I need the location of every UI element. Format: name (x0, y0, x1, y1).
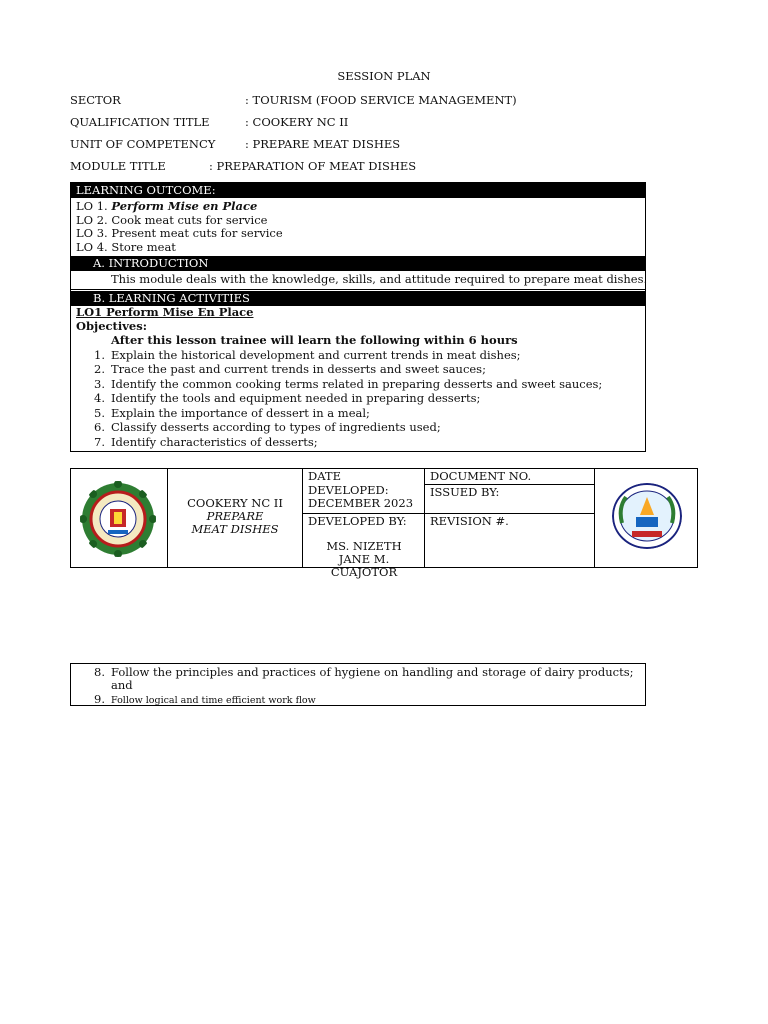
objective-item (71, 692, 645, 706)
learning-activities-header: B. LEARNING ACTIVITIES (71, 291, 645, 306)
introduction-text: This module deals with the knowledge, skills, and attitude required to prepare meat dishes. (71, 271, 645, 290)
objective-text: Trace the past and current trends in desserts and sweet sauces; (111, 362, 486, 376)
meta-value: : PREPARE MEAT DISHES (245, 137, 401, 151)
lo-number: LO 1. (76, 199, 108, 213)
objective-number: 1. (94, 347, 105, 362)
meta-value: : TOURISM (FOOD SERVICE MANAGEMENT) (245, 93, 517, 107)
lo-number: LO 4. (76, 239, 108, 254)
meta-key: UNIT OF COMPETENCY (70, 137, 216, 151)
footer-date-cell (303, 469, 425, 579)
objective-text: Identify the tools and equipment needed in preparing desserts; (111, 391, 481, 405)
meta-key: SECTOR (70, 93, 121, 107)
objective-number: 2. (94, 362, 105, 376)
objective-text: Classify desserts according to types of ingredients used; (111, 420, 441, 434)
lo-text: Cook meat cuts for service (111, 212, 268, 227)
objective-number: 9. (94, 692, 105, 706)
session-plan-table (70, 182, 646, 452)
lo-item (71, 241, 645, 255)
introduction-header: A. INTRODUCTION (71, 256, 645, 271)
footer-document-cell (425, 469, 595, 567)
lo1-title: LO1 Perform Mise En Place (76, 305, 254, 319)
meta-key: QUALIFICATION TITLE (70, 115, 210, 129)
date-developed-label: DATE DEVELOPED: (308, 469, 389, 497)
objective-item (71, 362, 645, 377)
meta-value: : COOKERY NC II (245, 115, 349, 129)
objective-item (71, 666, 645, 679)
meta-key: MODULE TITLE (70, 159, 166, 173)
learning-outcome-header: LEARNING OUTCOME: (71, 183, 645, 198)
footer-logo-left-cell (71, 469, 168, 567)
footer-course: COOKERY NC II (187, 496, 283, 510)
objective-text: Explain the historical development and current trends in meat dishes; (111, 347, 521, 362)
objective-number: 3. (94, 376, 105, 391)
objective-number: 8. (94, 665, 105, 679)
issued-by-label: ISSUED BY: (430, 485, 500, 499)
revision-label: REVISION #. (430, 514, 509, 528)
developed-by-label: DEVELOPED BY: (308, 514, 407, 528)
objective-text: Identify the common cooking terms related in preparing desserts and sweet sauces; (111, 376, 603, 391)
document-no-label: DOCUMENT NO. (430, 469, 532, 483)
objective-number: 7. (94, 434, 105, 449)
footer-logo-right-cell (595, 469, 697, 567)
objective-number: 5. (94, 405, 105, 420)
objective-text: Identify characteristics of desserts; (111, 434, 318, 449)
college-seal-icon (80, 481, 156, 557)
lo-item (71, 227, 645, 241)
objective-text: Follow logical and time efficient work flow (111, 695, 316, 706)
continued-objectives-table (70, 663, 646, 706)
objective-item (71, 348, 645, 363)
objectives-lead: After this lesson trainee will learn the following within 6 hours (111, 333, 518, 347)
lo-item (71, 214, 645, 228)
footer-course-sub: PREPARE MEAT DISHES (191, 509, 279, 536)
objective-item (71, 435, 645, 450)
page-title: SESSION PLAN (337, 69, 431, 83)
lo-text: Present meat cuts for service (111, 226, 283, 240)
lo-text: Store meat (111, 239, 176, 254)
document-footer (70, 468, 698, 579)
meta-value: : PREPARATION OF MEAT DISHES (209, 159, 417, 173)
objective-text: Follow the principles and practices of hygiene on handling and storage of dairy products; (111, 665, 634, 679)
objective-text-continuation: and (111, 678, 133, 692)
objective-number: 4. (94, 391, 105, 405)
lo-text: Perform Mise en Place (111, 199, 258, 213)
footer-course-cell (168, 469, 303, 567)
objective-number: 6. (94, 420, 105, 434)
lo-item (71, 200, 645, 214)
objective-item (71, 377, 645, 392)
date-developed-value: DECEMBER 2023 (308, 496, 414, 510)
objectives-label: Objectives: (76, 318, 147, 333)
objective-item (71, 420, 645, 435)
lo-number: LO 3. (76, 226, 108, 240)
tvet-seal-icon (612, 483, 682, 549)
developed-by-value: MS. NIZETH JANE M. CUAJOTOR (326, 539, 402, 579)
objective-item (71, 391, 645, 406)
objective-text: Explain the importance of dessert in a meal; (111, 405, 370, 420)
lo-number: LO 2. (76, 212, 108, 227)
objective-item (71, 406, 645, 421)
